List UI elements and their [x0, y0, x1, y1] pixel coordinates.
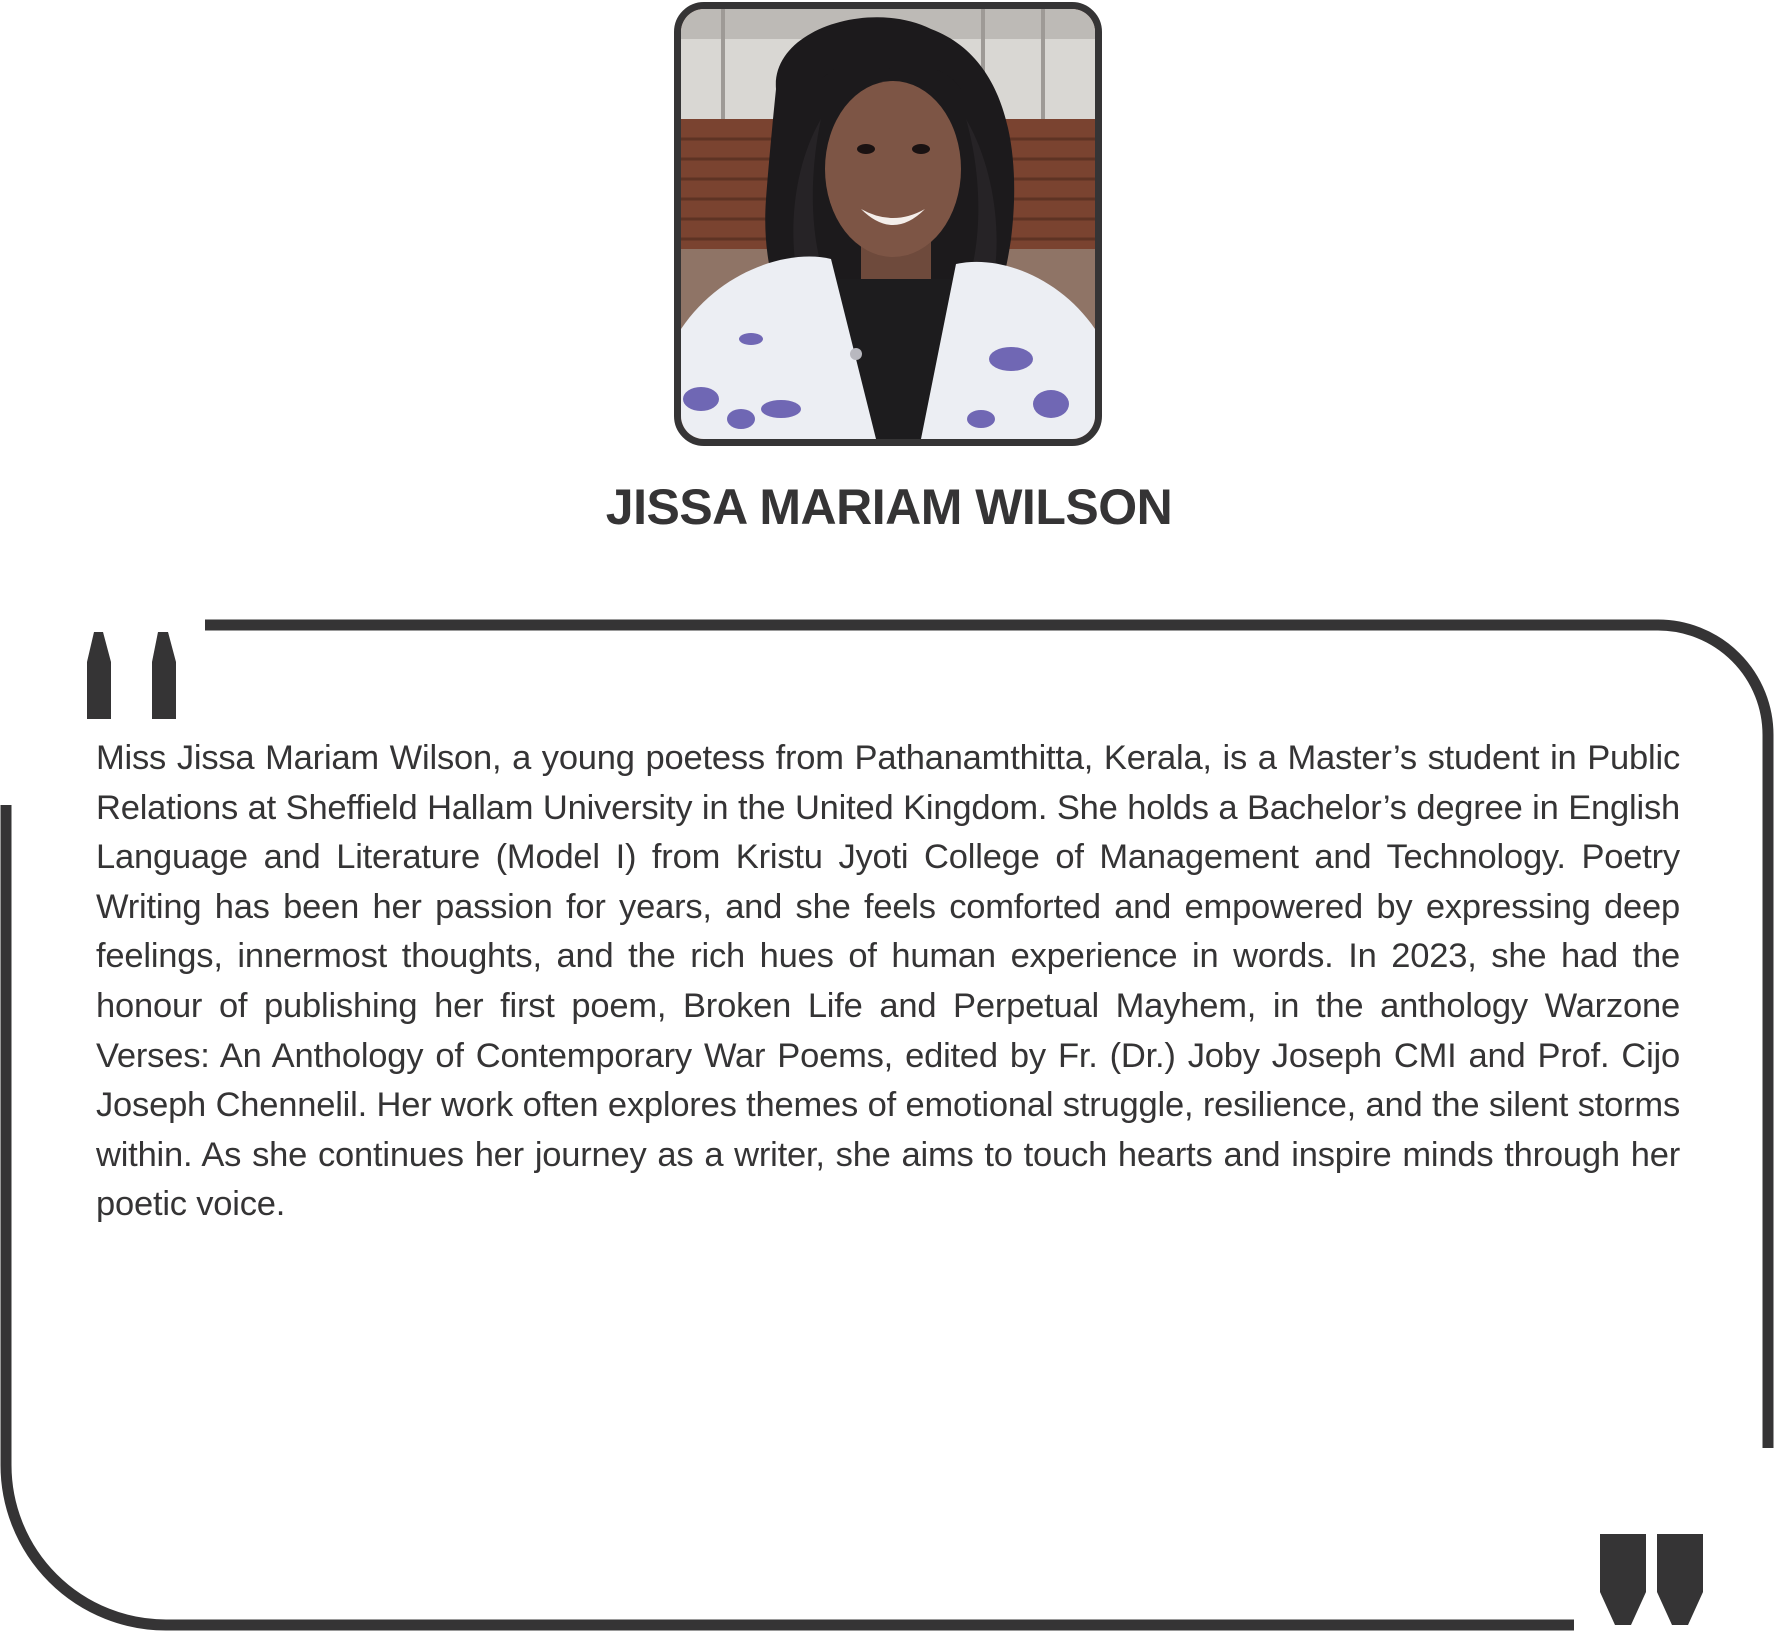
portrait-photo	[674, 2, 1102, 446]
open-quote-icon	[87, 632, 176, 719]
bio-text: Miss Jissa Mariam Wilson, a young poetess from Pathanamthitta, Kerala, is a Master’s student in Public Relations at Sheffield Hallam University in the United Kingdom. She holds a Bachelor’s degree in English Language and Literature (Model I) from Kristu Jyoti College of Management and Technology. Poetry Writing has been her passion for years, and she feels comforted and empowered by expressing deep feelings, innermost thoughts, and the rich hues of human experience in words. In 2023, she had the honour of publishing her first poem, Broken Life and Perpetual Mayhem, in the anthology Warzone Verses: An Anthology of Contemporary War Poems, edited by Fr. (Dr.) Joby Joseph CMI and Prof. Cijo Joseph Chennelil. Her work often explores themes of emotional struggle, resilience, and the silent storms within. As she continues her journey as a writer, she aims to touch hearts and inspire minds through her poetic voice.	[96, 739, 1680, 1224]
close-quote-icon	[1600, 1534, 1703, 1625]
person-name: JISSA MARIAM WILSON	[605, 479, 1173, 535]
portrait-illustration	[681, 9, 1095, 439]
